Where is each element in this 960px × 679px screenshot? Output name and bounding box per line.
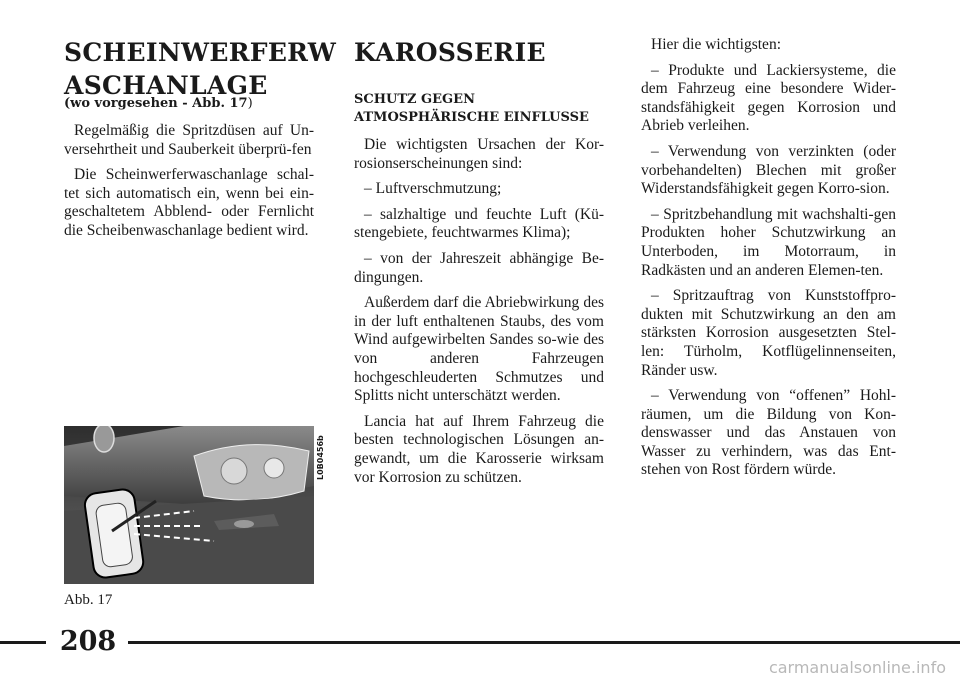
list-item: – salzhaltige und feuchte Luft (Kü-stengebiete, feuchtwarmes Klima); xyxy=(354,205,604,242)
car-front-illustration xyxy=(64,426,314,584)
paragraph: Außerdem darf die Abriebwirkung des in der luft enthaltenen Staubs, des vom Wind aufgewirbelten Sandes so-wie des von anderen Fahrzeugen hochgeschleuderten Schmutzes und Splitts nicht unterschätzt werden. xyxy=(354,294,604,405)
list-item: – Verwendung von “offenen” Hohl-räumen, um die Bildung von Kon-denswasser und das Anstauen von Wasser zu verhindern, was das Ent-stehen von Rost fördern würde. xyxy=(641,387,896,479)
subsection-heading-line-1: SCHUTZ GEGEN xyxy=(354,92,475,107)
list-item: – Luftverschmutzung; xyxy=(364,180,502,198)
paragraph: Lancia hat auf Ihrem Fahrzeug die besten technologischen Lösungen an-gewandt, um die Karosserie wirksam vor Korrosion zu schützen. xyxy=(354,412,604,486)
middle-body-text xyxy=(354,136,604,494)
subsection-heading-line-2: ATMOSPHÄRISCHE EINFLUSSE xyxy=(354,110,589,125)
title-line-1: SCHEINWERFERW xyxy=(64,38,337,67)
list-item: – Spritzauftrag von Kunststoffpro-dukten mit Schutzwirkung an den am stärksten Korrosion ausgesetzten Stel-len: Türholm, Kotflügelinnenseiten, Ränder usw. xyxy=(641,287,896,379)
section-title-headlamp-washer xyxy=(64,36,337,102)
list-item: – Spritzbehandlung mit wachshalti-gen Produkten hoher Schutzwirkung an Unterboden, im Motorraum, in Radkästen und an anderen Elemen-ten. xyxy=(641,205,896,279)
paragraph: Hier die wichtigsten: xyxy=(651,36,781,53)
section-title-body: KAROSSERIE xyxy=(354,38,546,67)
right-body-text xyxy=(641,36,896,487)
footer-rule-right xyxy=(128,641,960,644)
page-number: 208 xyxy=(59,626,117,657)
list-item: – von der Jahreszeit abhängige Be-dingungen. xyxy=(354,249,604,286)
subtitle-close: ) xyxy=(247,96,253,111)
list-item: – Produkte und Lackiersysteme, die dem Fahrzeug eine besondere Wider-standsfähigkeit gegen Korrosion und Abrieb verleihen. xyxy=(641,61,896,135)
left-body-text xyxy=(64,122,314,248)
paragraph: Die wichtigsten Ursachen der Kor-rosionserscheinungen sind: xyxy=(354,136,604,172)
paragraph: Regelmäßig die Spritzdüsen auf Un-versehrtheit und Sauberkeit überprü-fen xyxy=(64,122,314,158)
figure-caption: Abb. 17 xyxy=(64,592,113,608)
footer-rule-left xyxy=(0,641,46,644)
watermark: carmanualsonline.info xyxy=(768,658,946,677)
subtitle-main: (wo vorgesehen - Abb. 17 xyxy=(64,96,248,111)
list-item: – Verwendung von verzinkten (oder vorbehandelten) Blechen mit großer Widerstandsfähigkeit gegen Korro-sion. xyxy=(641,142,896,198)
figure-code: L0B0456b xyxy=(316,435,325,480)
subtitle-availability xyxy=(64,95,253,113)
subsection-heading xyxy=(354,91,614,127)
paragraph: Die Scheinwerferwaschanlage schal-tet sich automatisch ein, wenn bei ein-geschaltetem Abblend- oder Fernlicht die Scheibenwaschanlage bedient wird. xyxy=(64,166,314,239)
title-line-2: ASCHANLAGE xyxy=(64,71,268,100)
figure-headlamp-washer-photo xyxy=(64,426,314,584)
